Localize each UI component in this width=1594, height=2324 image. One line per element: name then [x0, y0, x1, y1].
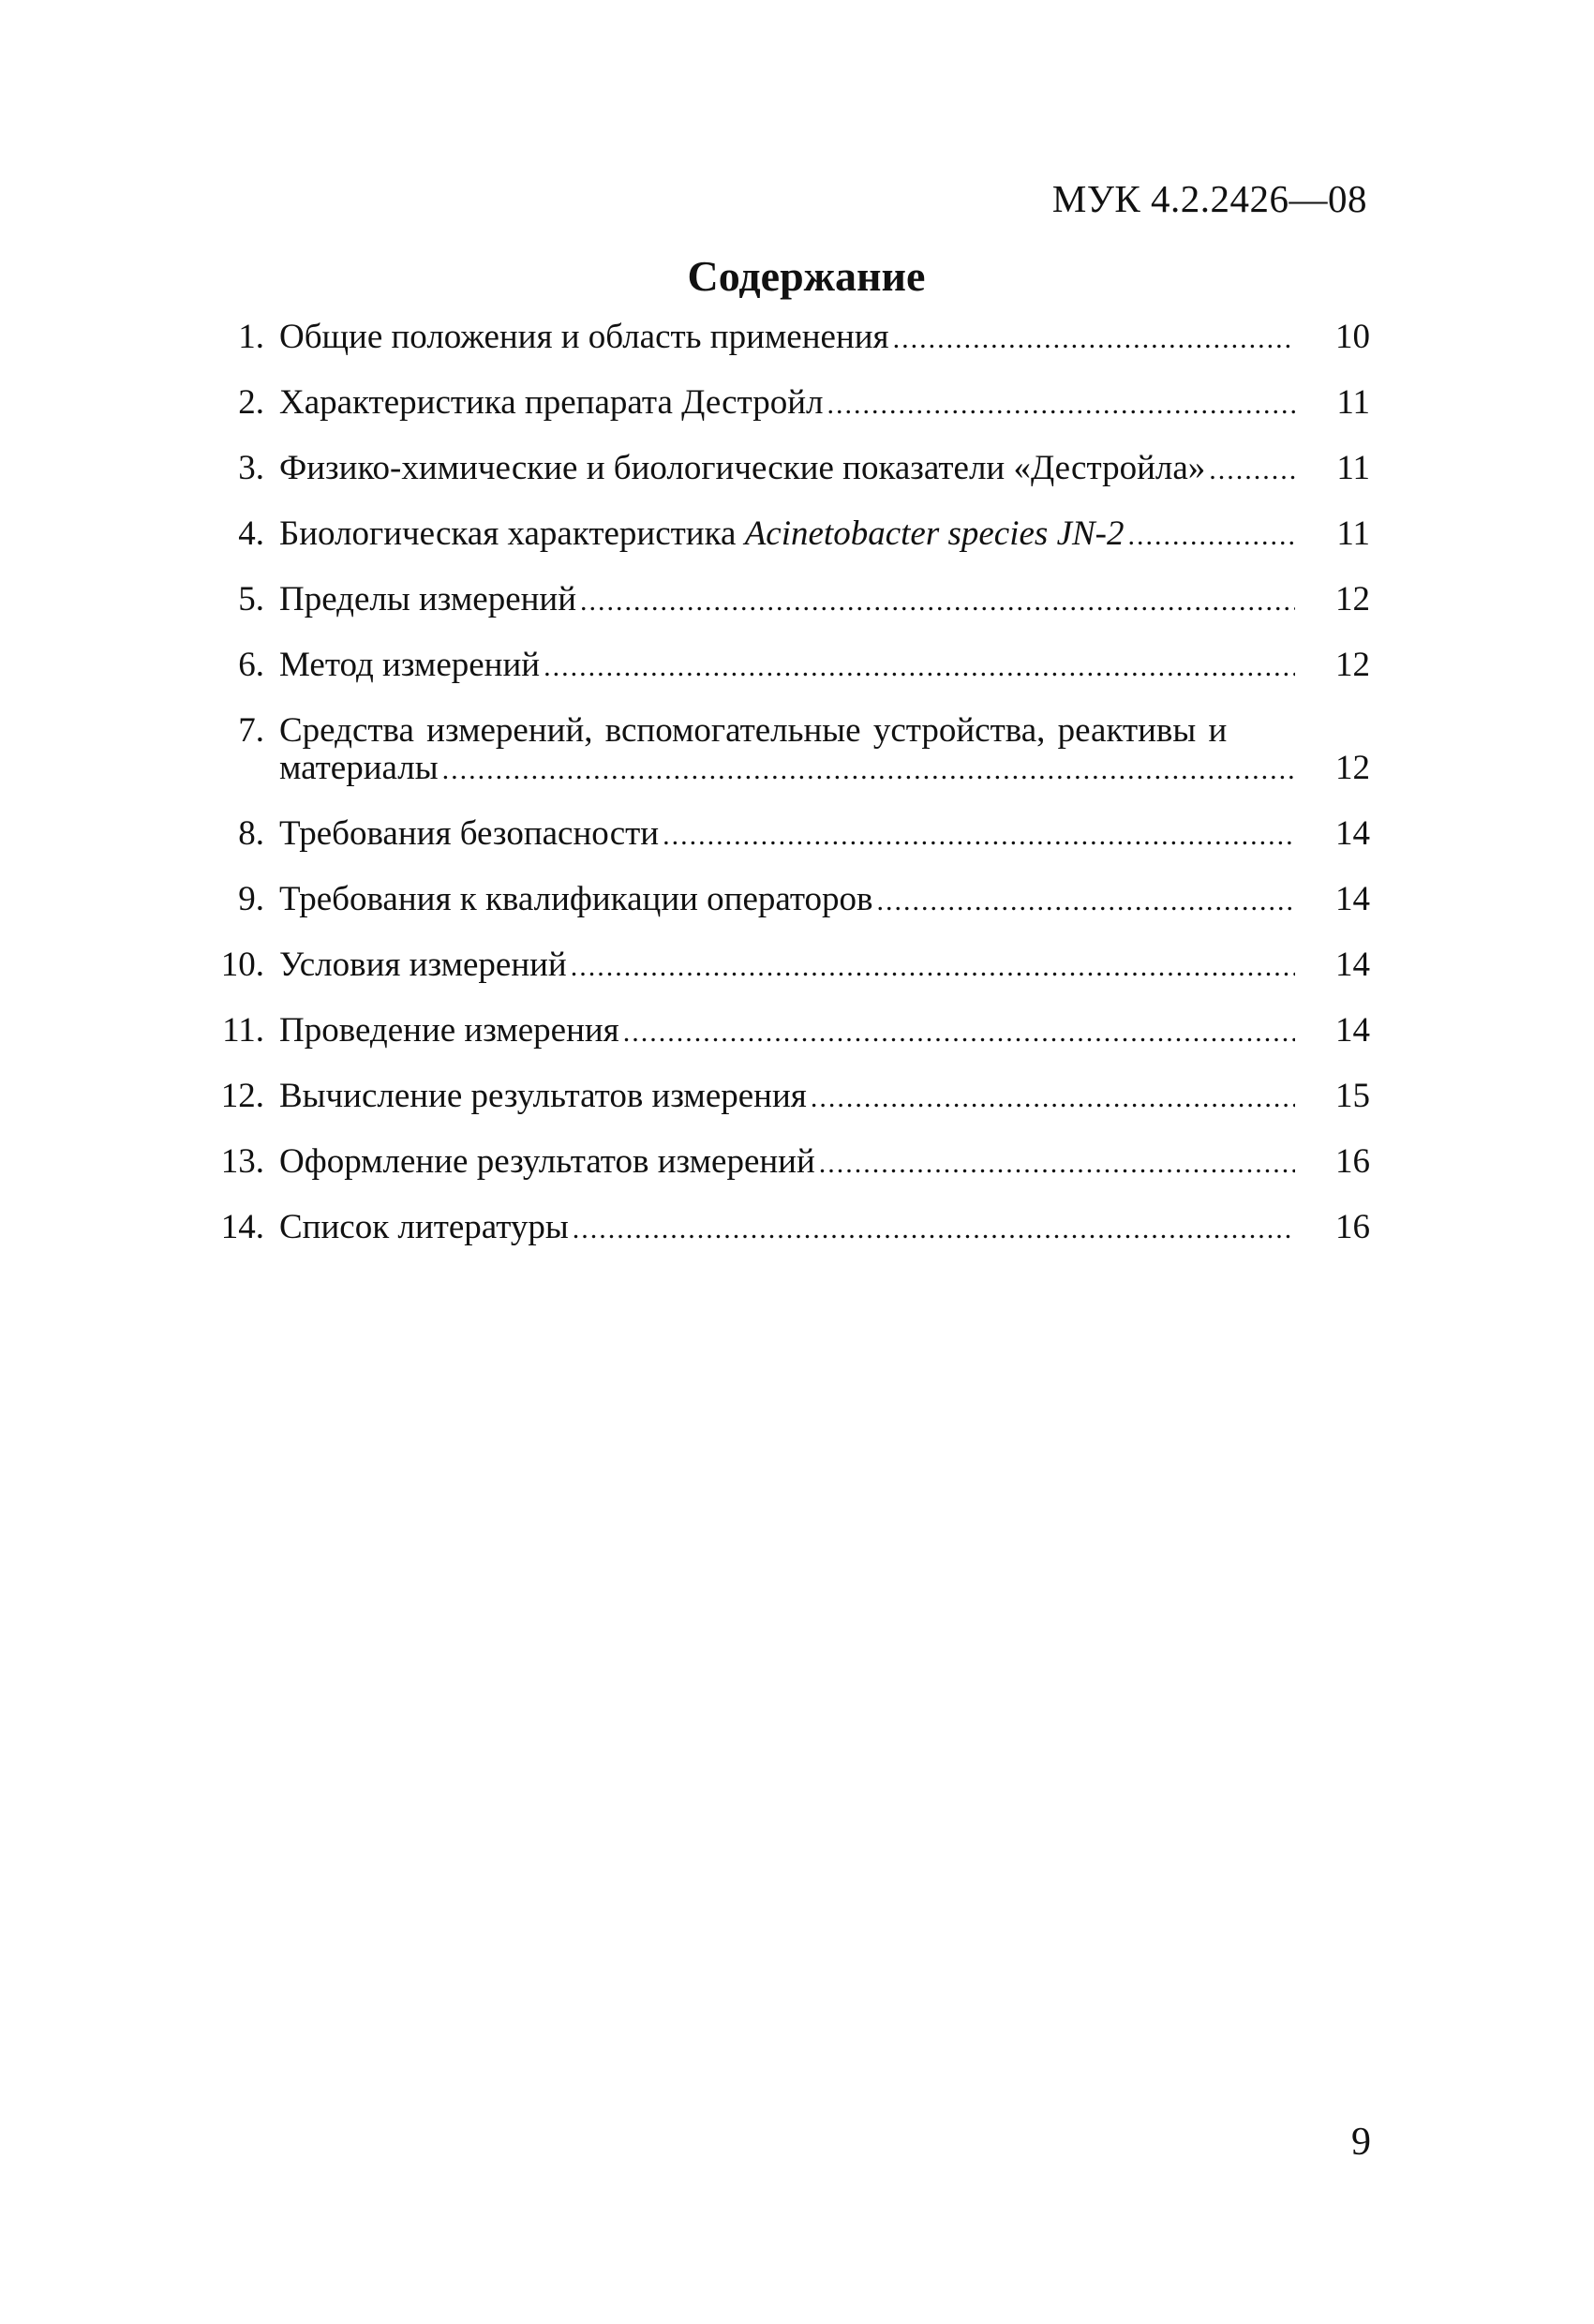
toc-entry-title-continuation [279, 750, 1295, 787]
toc-entry [206, 1078, 1370, 1115]
toc-entry-title-line2: материалы [279, 750, 439, 787]
toc-entry-title-text: Вычисление результатов измерения [279, 1078, 807, 1115]
toc-entry-number: 4. [238, 514, 264, 553]
toc-entry [206, 946, 1370, 984]
toc-entry-title [279, 384, 1295, 422]
table-of-contents [206, 319, 1370, 1274]
toc-entry-title-text: Пределы измерений [279, 581, 577, 618]
toc-entry-page: 11 [1336, 449, 1370, 487]
toc-entry-title-text: Общие положения и область применения [279, 319, 889, 356]
toc-entry-title-text: Требования безопасности [279, 815, 660, 853]
toc-entry-title [279, 319, 1295, 356]
toc-entry-title [279, 1209, 1295, 1246]
toc-entry-number: 1. [238, 318, 264, 356]
dot-leader [1128, 519, 1296, 553]
document-code: МУК 4.2.2426—08 [1051, 177, 1367, 220]
toc-title: Содержание [687, 252, 926, 300]
toc-entry-number: 3. [238, 449, 264, 487]
toc-entry [206, 1143, 1370, 1181]
toc-entry-title [279, 946, 1295, 984]
dot-leader [1209, 454, 1295, 487]
toc-entry-title-text: Биологическая характеристика [279, 515, 745, 553]
dot-leader [827, 388, 1295, 422]
toc-entry-title [279, 450, 1295, 487]
dot-leader [811, 1081, 1295, 1115]
dot-leader [573, 1213, 1295, 1246]
toc-entry-number: 8. [238, 814, 264, 853]
toc-entry [206, 712, 1370, 787]
toc-entry-page: 12 [1335, 646, 1370, 684]
toc-entry [206, 384, 1370, 422]
toc-entry-title [279, 515, 1295, 553]
toc-entry-page: 10 [1335, 318, 1370, 356]
page-number: 9 [1351, 2121, 1371, 2164]
toc-entry-page: 11 [1336, 514, 1370, 553]
dot-leader [819, 1147, 1295, 1181]
toc-entry-title-text: Список литературы [279, 1209, 569, 1246]
toc-entry [206, 647, 1370, 684]
toc-entry-title-text: Метод измерений [279, 647, 541, 684]
toc-entry-title [279, 815, 1295, 853]
toc-entry [206, 1209, 1370, 1246]
dot-leader [442, 753, 1295, 787]
dot-leader [544, 650, 1295, 684]
toc-entry-number: 14. [220, 1208, 264, 1246]
toc-entry [206, 319, 1370, 356]
toc-entry-number: 11. [222, 1011, 264, 1050]
toc-entry-page: 12 [1335, 580, 1370, 618]
toc-entry-page: 14 [1335, 946, 1370, 984]
dot-leader [877, 885, 1295, 918]
toc-entry-page: 12 [1335, 749, 1370, 787]
toc-entry [206, 515, 1370, 553]
toc-entry-title-italic: Acinetobacter species JN-2 [744, 515, 1125, 553]
dot-leader [623, 1016, 1295, 1050]
toc-entry-title-text: Физико-химические и биологические показатели «Дестройла» [279, 450, 1206, 487]
toc-entry-title [279, 881, 1295, 918]
toc-entry-page: 15 [1335, 1077, 1370, 1115]
toc-entry [206, 1012, 1370, 1050]
dot-leader [571, 950, 1295, 984]
toc-entry-page: 16 [1335, 1208, 1370, 1246]
toc-entry-title [279, 647, 1295, 684]
toc-entry-title [279, 1012, 1295, 1050]
toc-entry-number: 10. [220, 946, 264, 984]
toc-entry-title-text: Проведение измерения [279, 1012, 619, 1050]
dot-leader [893, 322, 1295, 356]
dot-leader [580, 585, 1295, 618]
toc-entry [206, 450, 1370, 487]
toc-entry-number: 7. [238, 711, 264, 750]
toc-entry-page: 11 [1336, 383, 1370, 422]
toc-entry [206, 881, 1370, 918]
toc-entry [206, 815, 1370, 853]
toc-entry-number: 9. [238, 880, 264, 918]
toc-entry-title-text: Требования к квалификации операторов [279, 881, 873, 918]
toc-entry-number: 6. [238, 646, 264, 684]
toc-entry-number: 5. [238, 580, 264, 618]
toc-entry-page: 14 [1335, 814, 1370, 853]
toc-entry-title-text: Условия измерений [279, 946, 567, 984]
toc-entry-page: 14 [1335, 880, 1370, 918]
toc-entry-title [279, 1078, 1295, 1115]
toc-entry-number: 12. [220, 1077, 264, 1115]
toc-entry-page: 16 [1335, 1142, 1370, 1181]
toc-entry-page: 14 [1335, 1011, 1370, 1050]
toc-entry-number: 13. [220, 1142, 264, 1181]
toc-entry-title-text: Характеристика препарата Дестройл [279, 384, 824, 422]
toc-entry-title-text: Средства измерений, вспомогательные устройства, реактивы и [279, 712, 1228, 750]
toc-entry [206, 581, 1370, 618]
toc-entry-title [279, 712, 1295, 787]
toc-entry-title-text: Оформление результатов измерений [279, 1143, 815, 1181]
dot-leader [663, 819, 1295, 853]
toc-entry-title [279, 581, 1295, 618]
toc-entry-number: 2. [238, 383, 264, 422]
toc-entry-title [279, 1143, 1295, 1181]
